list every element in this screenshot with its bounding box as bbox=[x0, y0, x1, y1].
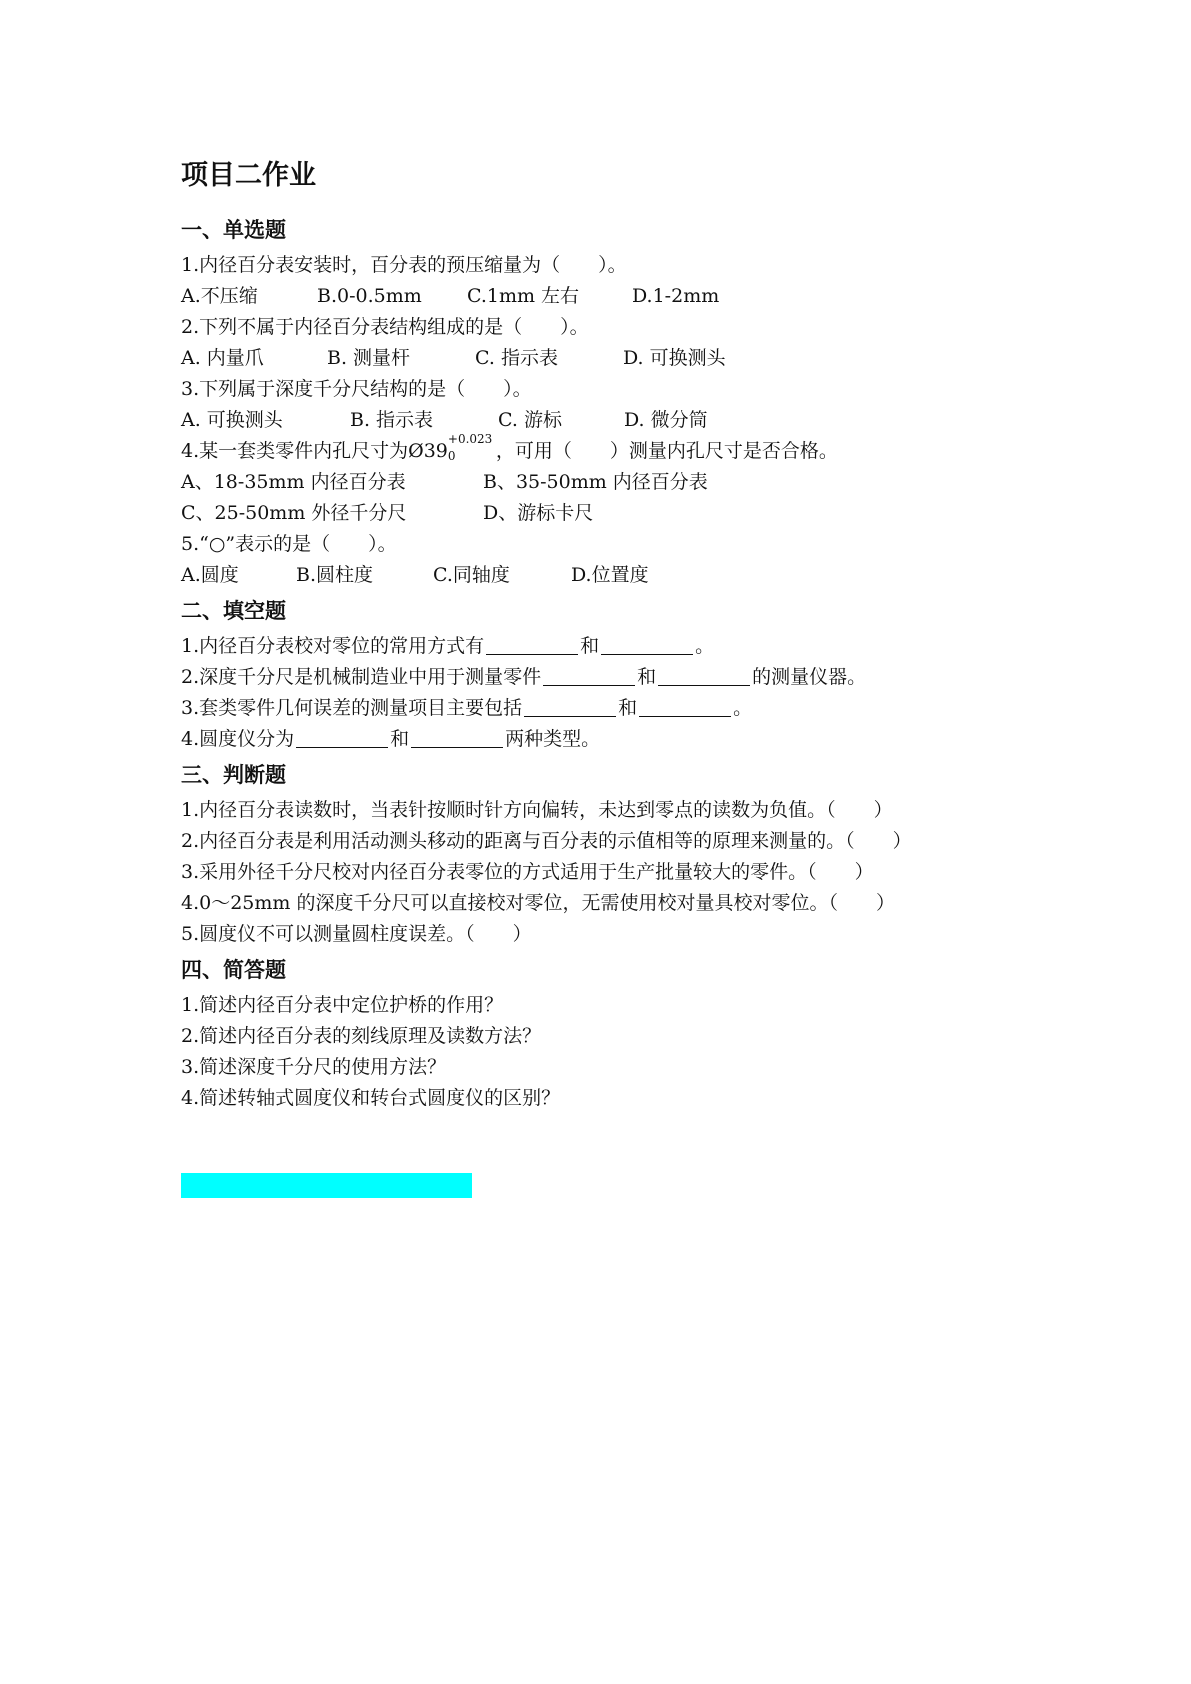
option: C.同轴度 bbox=[433, 564, 510, 586]
question-text: 3.套类零件几何误差的测量项目主要包括 bbox=[181, 697, 523, 719]
question-text: 和 bbox=[580, 635, 600, 657]
question-stem: 2.下列不属于内径百分表结构组成的是（ ）。 bbox=[181, 316, 589, 338]
option: D.1-2mm bbox=[632, 285, 720, 307]
answer-blank bbox=[658, 665, 750, 686]
short-answer-item: 2.简述内径百分表的刻线原理及读数方法？ bbox=[181, 1025, 542, 1047]
options-row bbox=[181, 467, 1061, 498]
true-false-item: 1.内径百分表读数时，当表针按顺时针方向偏转，未达到零点的读数为负值。（ ） bbox=[181, 799, 893, 821]
question-text: 。 bbox=[695, 635, 715, 657]
question-text: 和 bbox=[390, 728, 410, 750]
fill-blank-question bbox=[181, 662, 1061, 693]
page-title: 项目二作业 bbox=[181, 160, 316, 191]
section-heading-true-false: 三、判断题 bbox=[181, 763, 286, 787]
question-text: 和 bbox=[618, 697, 638, 719]
short-answer-item: 1.简述内径百分表中定位护桥的作用？ bbox=[181, 994, 504, 1016]
stem-text: ，可用（ ）测量内孔尺寸是否合格。 bbox=[495, 440, 838, 462]
fill-blank-question bbox=[181, 693, 1061, 724]
true-false-item: 5.圆度仪不可以测量圆柱度误差。（ ） bbox=[181, 923, 532, 945]
question-text: 2.深度千分尺是机械制造业中用于测量零件 bbox=[181, 666, 542, 688]
option: B. 测量杆 bbox=[327, 347, 411, 369]
answer-blank bbox=[524, 696, 616, 717]
answer-blank bbox=[601, 634, 693, 655]
option: D、游标卡尺 bbox=[483, 502, 594, 524]
option: C. 游标 bbox=[498, 409, 562, 431]
true-false-item: 2.内径百分表是利用活动测头移动的距离与百分表的示值相等的原理来测量的。（ ） bbox=[181, 830, 912, 852]
option: A、18-35mm 内径百分表 bbox=[181, 471, 406, 493]
option: B. 指示表 bbox=[350, 409, 434, 431]
option: A. 内量爪 bbox=[181, 347, 264, 369]
options-row bbox=[181, 343, 1061, 374]
true-false-item: 4.0～25mm 的深度千分尺可以直接校对零位，无需使用校对量具校对零位。（ ） bbox=[181, 892, 895, 914]
lower-deviation: 0 bbox=[447, 449, 456, 463]
true-false-item: 3.采用外径千分尺校对内径百分表零位的方式适用于生产批量较大的零件。（ ） bbox=[181, 861, 874, 883]
option: A.圆度 bbox=[181, 564, 239, 586]
tolerance bbox=[447, 432, 496, 463]
upper-deviation: +0.023 bbox=[447, 432, 493, 446]
option: B、35-50mm 内径百分表 bbox=[483, 471, 708, 493]
question-stem: 1.内径百分表安装时，百分表的预压缩量为（ ）。 bbox=[181, 254, 627, 276]
question-text: 1.内径百分表校对零位的常用方式有 bbox=[181, 635, 485, 657]
option: D.位置度 bbox=[571, 564, 649, 586]
question-stem bbox=[181, 432, 1061, 467]
question-text: 的测量仪器。 bbox=[752, 666, 867, 688]
short-answer-item: 3.简述深度千分尺的使用方法？ bbox=[181, 1056, 447, 1078]
highlight-bar bbox=[181, 1173, 472, 1198]
option: A.不压缩 bbox=[181, 285, 258, 307]
options-row bbox=[181, 281, 1061, 312]
question-stem: 3.下列属于深度千分尺结构的是（ ）。 bbox=[181, 378, 532, 400]
question-text: 和 bbox=[637, 666, 657, 688]
answer-blank bbox=[639, 696, 731, 717]
options-row bbox=[181, 405, 1061, 436]
section-heading-single-choice: 一、单选题 bbox=[181, 218, 286, 242]
question-text: 两种类型。 bbox=[505, 728, 601, 750]
option: C. 指示表 bbox=[475, 347, 558, 369]
question-text: 4.圆度仪分为 bbox=[181, 728, 295, 750]
section-heading-short-answer: 四、简答题 bbox=[181, 958, 286, 982]
answer-blank bbox=[411, 727, 503, 748]
options-row bbox=[181, 498, 1061, 529]
answer-blank bbox=[486, 634, 578, 655]
option: D. 可换测头 bbox=[623, 347, 726, 369]
stem-text: 4.某一套类零件内孔尺寸为 bbox=[181, 440, 409, 462]
question-text: 。 bbox=[733, 697, 753, 719]
answer-blank bbox=[296, 727, 388, 748]
option: C.1mm 左右 bbox=[467, 285, 580, 307]
question-stem: 5.“○”表示的是（ ）。 bbox=[181, 533, 397, 555]
section-heading-fill-blank: 二、填空题 bbox=[181, 599, 286, 623]
option: B.0-0.5mm bbox=[317, 285, 422, 307]
document-page bbox=[181, 150, 1061, 1114]
fill-blank-question bbox=[181, 724, 1061, 755]
dimension-value: Ø39 bbox=[408, 440, 448, 462]
option: B.圆柱度 bbox=[296, 564, 374, 586]
option: A. 可换测头 bbox=[181, 409, 283, 431]
answer-blank bbox=[543, 665, 635, 686]
option: D. 微分筒 bbox=[624, 409, 708, 431]
short-answer-item: 4.简述转轴式圆度仪和转台式圆度仪的区别？ bbox=[181, 1087, 561, 1109]
fill-blank-question bbox=[181, 631, 1061, 662]
options-row bbox=[181, 560, 1061, 591]
option: C、25-50mm 外径千分尺 bbox=[181, 502, 407, 524]
